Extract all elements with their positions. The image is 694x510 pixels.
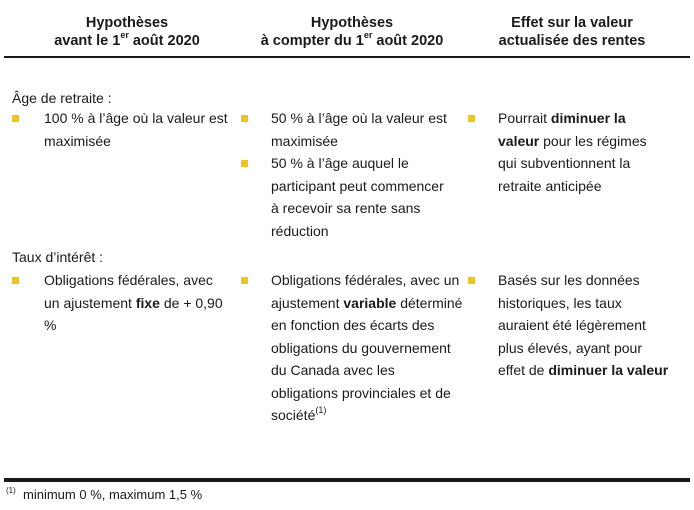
bullet-icon [468,277,475,284]
footnote-marker: (1) [6,485,16,495]
interest-rate-before: Obligations fédérales, avec un ajustement fixe de + 0,90 % [44,272,223,333]
bullet-icon [12,277,19,284]
header-effect-on-value [472,14,672,50]
header-line2: actualisée des rentes [498,33,646,49]
bullet-icon [241,160,248,167]
footnote-ref: (1) [315,405,327,416]
header-line2: avant le 1er août 2020 [54,30,200,49]
bullet-icon [241,115,248,122]
bullet-icon [468,115,475,122]
retirement-age-effect: Pourrait diminuer la valeur pour les régimes qui subventionnent la retraite anticipée [498,110,647,194]
header-from-aug-2020 [244,14,460,50]
footnote [6,487,202,503]
header-line1: Effet sur la valeur [511,15,633,31]
retirement-age-after-b: 50 % à l’âge auquel le participant peut commencer à recevoir sa rente sans réduction [271,155,444,239]
retirement-age-before: 100 % à l’âge où la valeur est maximisée [44,110,228,149]
interest-rate-after: Obligations fédérales, avec un ajustement variable déterminé en fonction des écarts des obligations du gouvernement du Canada avec les obligations provinciales et de société$^{(1)}$ [271,272,463,423]
section-label-retirement-age: Âge de retraite : [12,90,112,106]
retirement-age-after-a: 50 % à l’âge où la valeur est maximisée [271,110,447,149]
footnote-text: minimum 0 %, maximum 1,5 % [23,487,203,502]
header-before-aug-2020 [22,14,232,50]
section-label-interest-rate: Taux d’intérêt : [12,249,104,265]
header-line2: à compter du 1er août 2020 [260,30,444,49]
interest-rate-effect: Basés sur les données historiques, les taux auraient été légèrement plus élevés, ayant pour effet de diminuer la valeur [498,272,669,378]
header-line1: Hypothèses [85,15,169,31]
bullet-icon [241,277,248,284]
header-line1: Hypothèses [310,15,394,31]
header-divider [4,56,690,58]
bullet-icon [12,115,19,122]
table-bottom-rule [4,478,690,482]
